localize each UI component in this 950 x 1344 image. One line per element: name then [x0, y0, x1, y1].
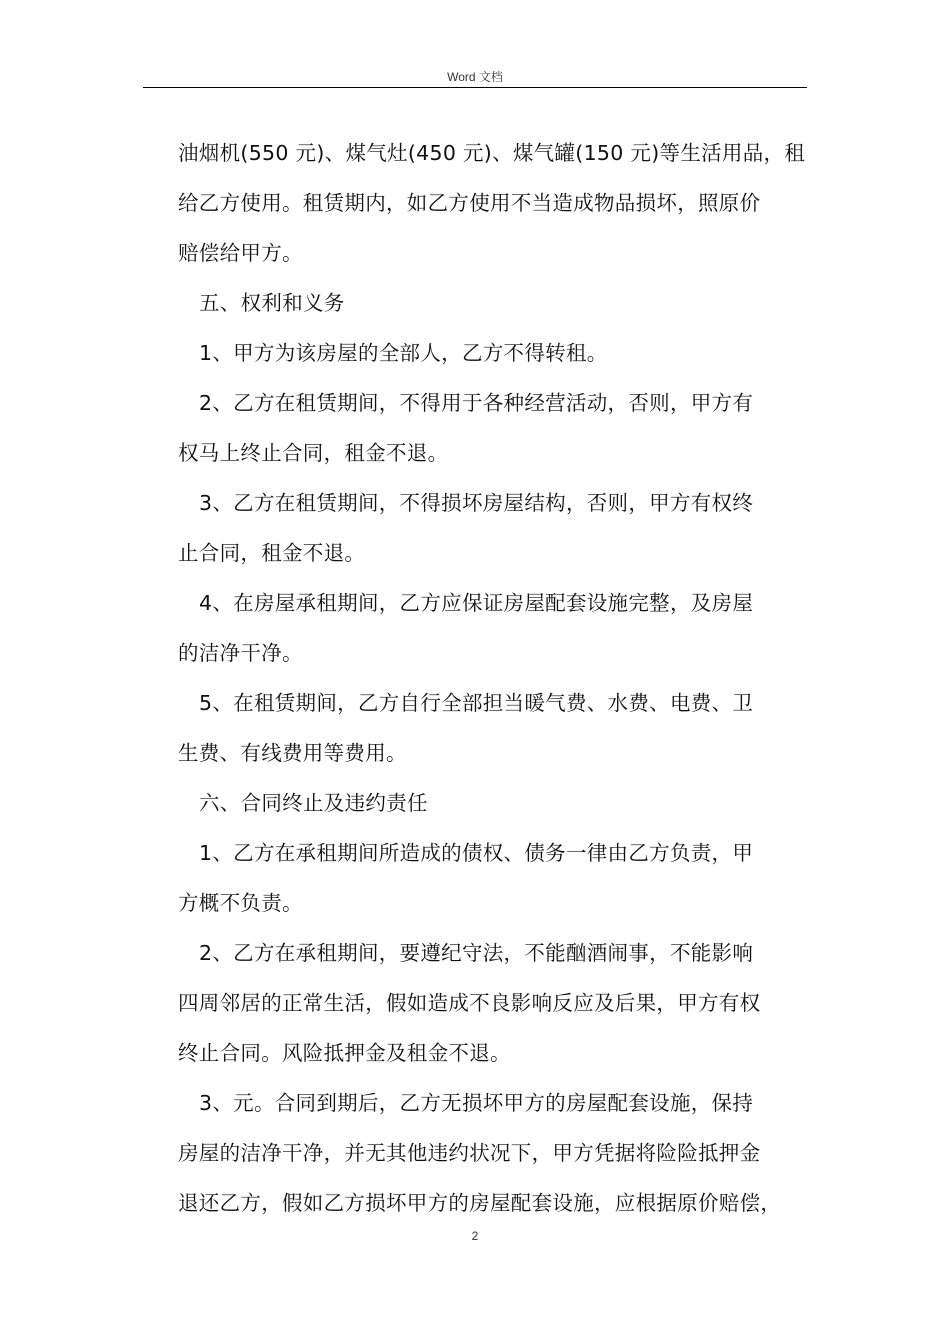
body-line: 房屋的洁净干净，并无其他违约状况下，甲方凭据将险险抵押金 [178, 1141, 761, 1165]
body-line: 的洁净干净。 [178, 641, 303, 665]
body-line: 给乙方使用。租赁期内，如乙方使用不当造成物品损坏，照原价 [178, 191, 761, 215]
clause-6-3: 3、元。合同到期后，乙方无损坏甲方的房屋配套设施，保持 [199, 1091, 754, 1115]
clause-5-5: 5、在租赁期间，乙方自行全部担当暖气费、水费、电费、卫 [199, 691, 754, 715]
body-line: 方概不负责。 [178, 891, 303, 915]
clause-6-2: 2、乙方在承租期间，要遵纪守法，不能酗酒闹事，不能影响 [199, 941, 754, 965]
body-line: 终止合同。风险抵押金及租金不退。 [178, 1041, 511, 1065]
body-line: 四周邻居的正常生活，假如造成不良影响反应及后果，甲方有权 [178, 991, 761, 1015]
clause-5-1: 1、甲方为该房屋的全部人，乙方不得转租。 [199, 341, 608, 365]
body-line: 权马上终止合同，租金不退。 [178, 441, 449, 465]
body-line: 赔偿给甲方。 [178, 241, 303, 265]
page-number: 2 [471, 1229, 479, 1243]
clause-5-2: 2、乙方在租赁期间，不得用于各种经营活动，否则，甲方有 [199, 391, 754, 415]
document-body [178, 128, 818, 1228]
body-line: 退还乙方，假如乙方损坏甲方的房屋配套设施，应根据原价赔偿， [178, 1191, 782, 1215]
section-heading-rights: 五、权利和义务 [199, 291, 345, 315]
clause-6-1: 1、乙方在承租期间所造成的债权、债务一律由乙方负责，甲 [199, 841, 754, 865]
section-heading-termination: 六、合同终止及违约责任 [199, 791, 428, 815]
clause-5-4: 4、在房屋承租期间，乙方应保证房屋配套设施完整，及房屋 [199, 591, 754, 615]
header-divider [143, 87, 807, 88]
body-line: 生费、有线费用等费用。 [178, 741, 407, 765]
clause-5-3: 3、乙方在租赁期间，不得损坏房屋结构，否则，甲方有权终 [199, 491, 754, 515]
body-line: 止合同，租金不退。 [178, 541, 366, 565]
body-line: 油烟机(550 元)、煤气灶(450 元)、煤气罐(150 元)等生活用品，租 [178, 141, 806, 165]
page-header-title: Word 文档 [447, 70, 503, 84]
